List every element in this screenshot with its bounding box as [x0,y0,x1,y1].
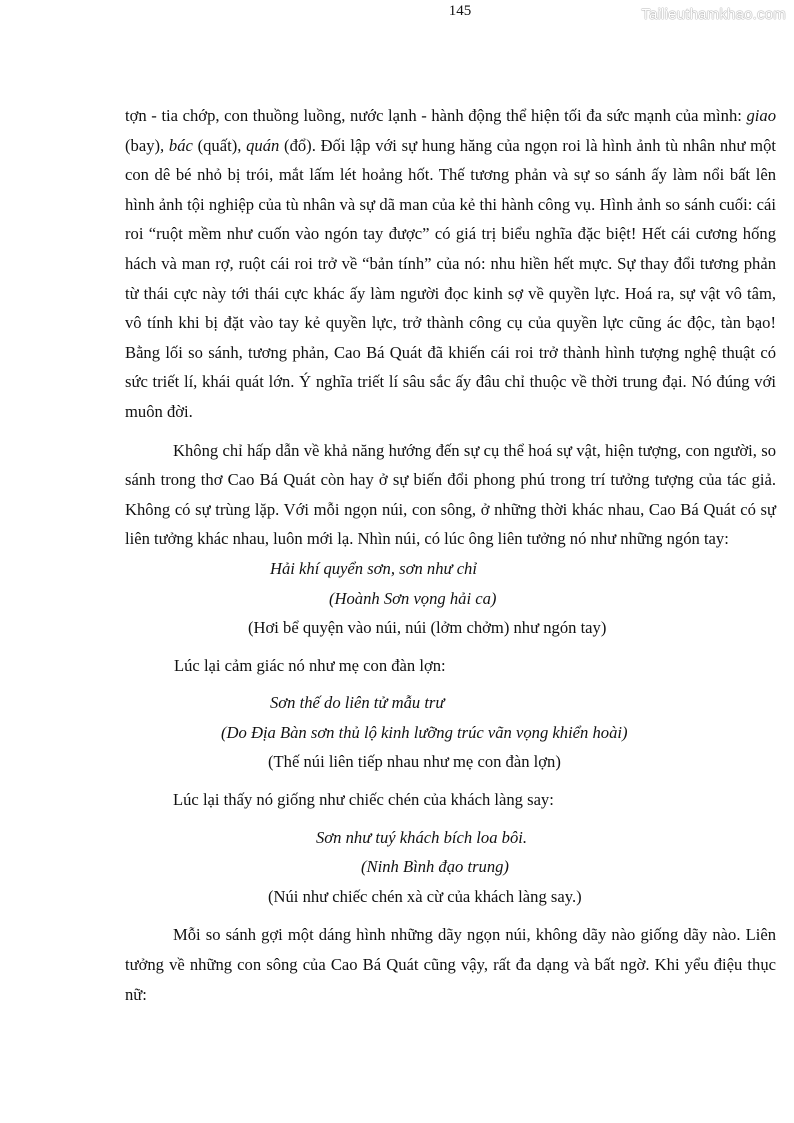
paragraph-3: Mỗi so sánh gợi một dáng hình những dãy ngọn núi, không dãy nào giống dãy nào. Liên tưởng về những con sông của Cao Bá Quát cũng vậy, rất đa dạng và bất ngờ. Khi yểu điệu thục nữ: [125,925,776,1004]
verse-1-line: Hải khí quyển sơn, sơn như chỉ [270,558,477,578]
verse-1-translation: (Hơi bể quyện vào núi, núi (lởm chởm) như ngón tay) [248,618,607,638]
verse-3-source: (Ninh Bình đạo trung) [361,857,509,877]
verse-3-line: Sơn như tuý khách bích loa bôi. [316,827,528,847]
intro-3: Lúc lại thấy nó giống như chiếc chén của khách làng say: [173,790,554,810]
page-body [125,101,776,1009]
verse-2-translation: (Thế núi liên tiếp nhau như mẹ con đàn lợn) [268,752,561,772]
intro-2: Lúc lại cảm giác nó như mẹ con đàn lợn: [174,655,446,675]
verse-3-translation: (Núi như chiếc chén xà cừ của khách làng say.) [268,886,582,906]
page-number: 145 [448,3,472,19]
verse-2-source: (Do Địa Bàn sơn thủ lộ kinh lưỡng trúc vãn vọng khiển hoài) [221,722,628,742]
verse-2-line: Sơn thế do liên tử mẫu trư [270,693,445,713]
watermark: Tailieuthamkhao.com [641,6,786,23]
paragraph-2: Không chỉ hấp dẫn về khả năng hướng đến sự cụ thể hoá sự vật, hiện tượng, con người, so sánh trong thơ Cao Bá Quát còn hay ở sự biến đổi phong phú trong trí tưởng tượng của tác giả. Không có sự trùng lặp. Với mỗi ngọn núi, con sông, ở những thời khác nhau, Cao Bá Quát có sự liên tưởng khác nhau, luôn mới lạ. Nhìn núi, có lúc ông liên tưởng nó như những ngón tay: [125,440,776,549]
paragraph-1: tợn - tia chớp, con thuồng luồng, nước lạnh - hành động thể hiện tối đa sức mạnh của mình: giao (bay), bác (quất), quán (đổ). Đối lập với sự hung hăng của ngọn roi là hình ảnh tù nhân như một con dê bé nhỏ bị trói, mắt lấm lét hoảng hốt. Thế tương phản và sự so sánh ấy làm nổi bất lên hình ảnh tội nghiệp của tù nhân và sự dã man của kẻ thi hành công vụ. Hình ảnh so sánh cuối: cái roi “ruột mềm như cuốn vào ngón tay được” có giá trị biểu nghĩa đặc biệt! Hết cái cương hống hách và man rợ, ruột cái roi trở về “bản tính” của nó: nhu hiền hết mực. Sự thay đổi tương phản từ thái cực này tới thái cực khác ấy làm người đọc kinh sợ về quyền lực. Hoá ra, sự vật vô tâm, vô tính khi bị đặt vào tay kẻ quyền lực, trở thành công cụ của quyền lực cũng ác độc, tàn bạo! Bằng lối so sánh, tương phản, Cao Bá Quát đã khiến cái roi trở thành hình tượng nghệ thuật có sức triết lí, khái quát lớn. Ý nghĩa triết lí sâu sắc ấy đâu chỉ thuộc về thời trung đại. Nó đúng với muôn đời. [125,106,776,421]
verse-1-source: (Hoành Sơn vọng hải ca) [329,588,497,608]
